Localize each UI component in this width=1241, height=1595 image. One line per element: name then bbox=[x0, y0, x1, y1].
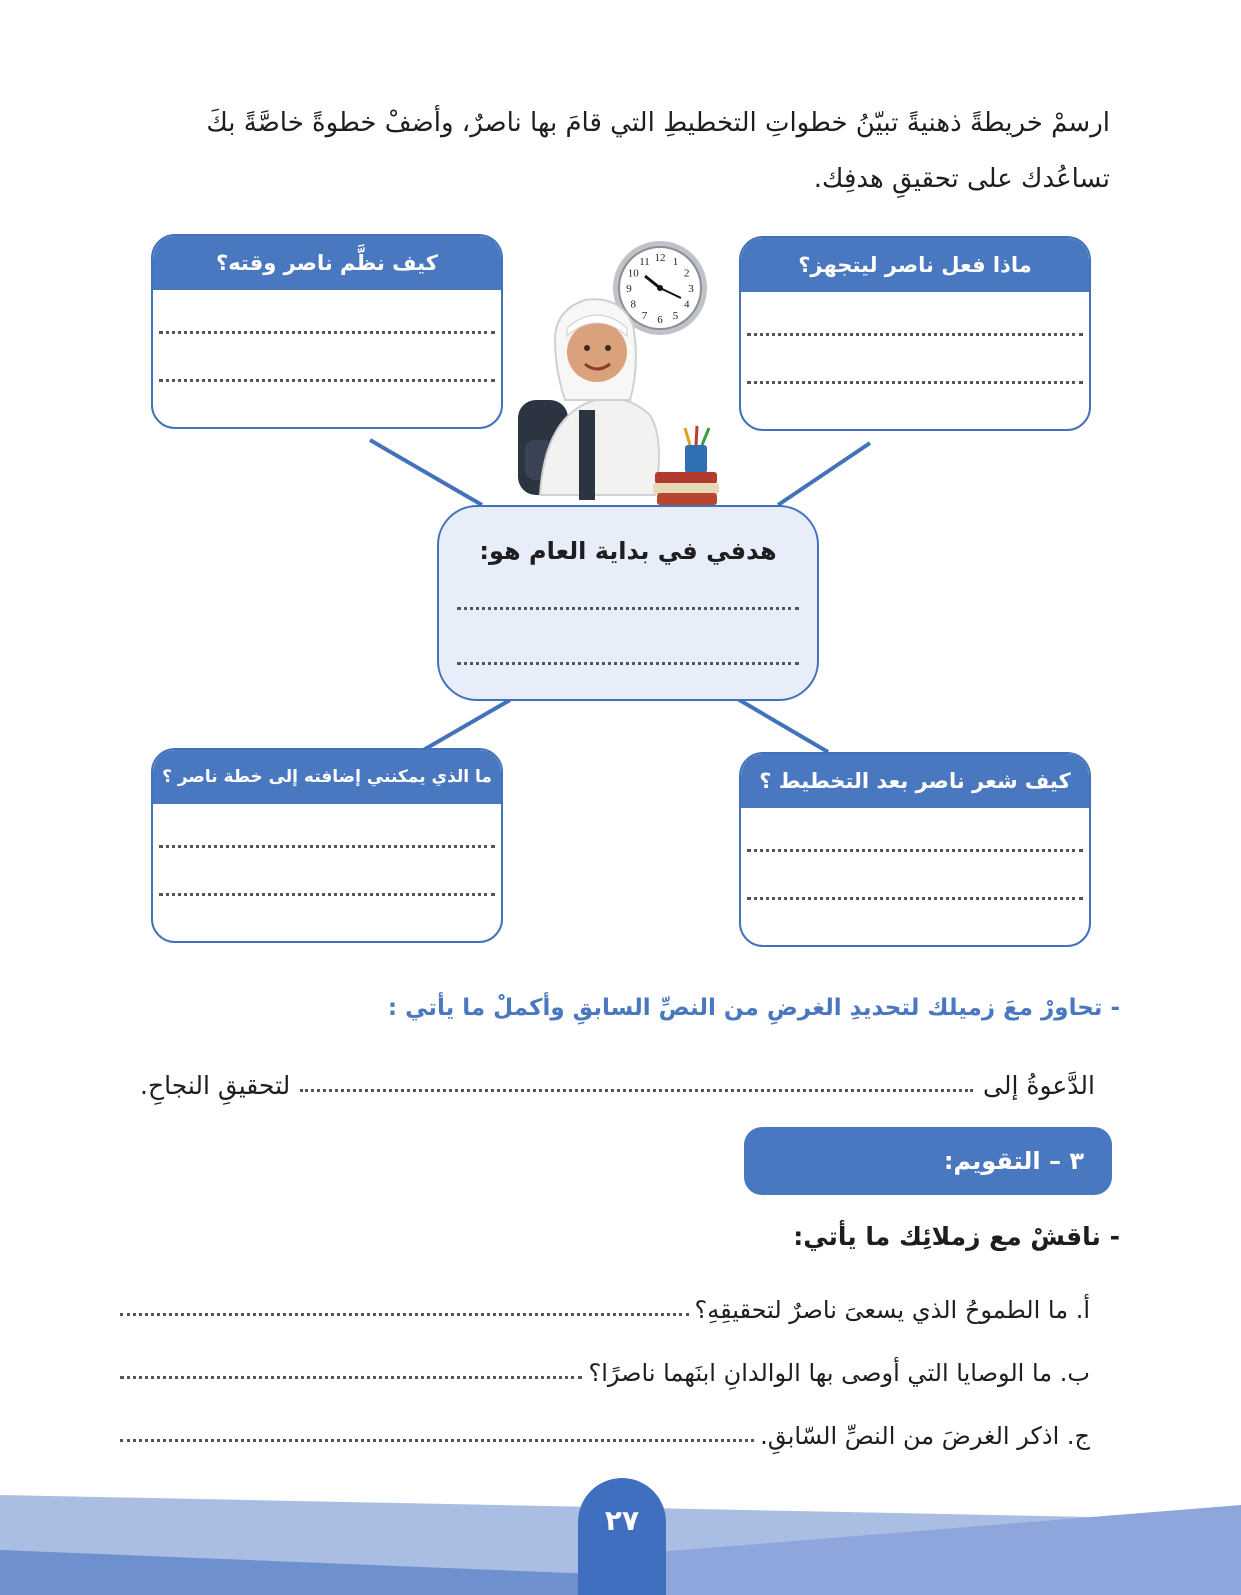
question-row bbox=[120, 1282, 1090, 1324]
discuss-prompt: - ناقشْ مع زملائِك ما يأتي: bbox=[793, 1222, 1120, 1251]
card-header: ماذا فعل ناصر ليتجهز؟ bbox=[741, 238, 1089, 292]
answer-line[interactable] bbox=[747, 333, 1083, 336]
clock-numeral: 2 bbox=[684, 267, 690, 280]
card-header: كيف نظَّم ناصر وقته؟ bbox=[153, 236, 501, 290]
card-header: ما الذي يمكنني إضافته إلى خطة ناصر ؟ bbox=[153, 750, 501, 804]
boy-illustration bbox=[515, 240, 735, 510]
clock-numeral: 4 bbox=[684, 298, 690, 311]
answer-line[interactable] bbox=[457, 662, 799, 665]
page-number: ٢٧ bbox=[578, 1478, 666, 1595]
clock-numeral: 7 bbox=[641, 309, 648, 322]
connector-bottom-left bbox=[420, 700, 510, 752]
question-row bbox=[120, 1345, 1090, 1387]
question-answer-line[interactable] bbox=[120, 1376, 582, 1379]
clock-numeral: 5 bbox=[672, 309, 679, 322]
answer-line[interactable] bbox=[159, 331, 495, 334]
evaluation-section-title: ٣ – التقويم: bbox=[744, 1127, 1112, 1195]
answer-line[interactable] bbox=[159, 379, 495, 382]
answer-line[interactable] bbox=[747, 849, 1083, 852]
answer-line[interactable] bbox=[457, 607, 799, 610]
question-text: أ. ما الطموحُ الذي يسعىَ ناصرٌ لتحقيقِهِ؟ bbox=[694, 1296, 1090, 1324]
clock-numeral: 12 bbox=[654, 252, 666, 264]
books-icon bbox=[653, 426, 719, 505]
goal-box bbox=[437, 505, 819, 701]
clock-numeral: 3 bbox=[688, 283, 694, 295]
question-row bbox=[120, 1408, 1090, 1450]
answer-line[interactable] bbox=[747, 381, 1083, 384]
clock-numeral: 9 bbox=[626, 283, 632, 295]
connector-bottom-right bbox=[736, 698, 828, 752]
card-addition bbox=[151, 748, 503, 943]
answer-line[interactable] bbox=[159, 845, 495, 848]
purpose-answer-line[interactable] bbox=[300, 1089, 973, 1092]
connector-top-right bbox=[778, 443, 870, 505]
card-preparation bbox=[739, 236, 1091, 431]
purpose-fill-line bbox=[140, 1060, 1095, 1100]
intro-instruction: ارسمْ خريطةً ذهنيةً تبيّنُ خطواتِ التخطيطِ التي قامَ بها ناصرٌ، وأضفْ خطوةً خاصَّةً بكَ تساعُدك على تحقيقِ هدفِك. bbox=[206, 108, 1110, 194]
purpose-prefix: الدَّعوةُ إلى bbox=[983, 1071, 1095, 1100]
connector-top-left bbox=[370, 440, 482, 505]
card-header: كيف شعر ناصر بعد التخطيط ؟ bbox=[741, 754, 1089, 808]
purpose-suffix: لتحقيقِ النجاحِ. bbox=[140, 1071, 291, 1100]
goal-title: هدفي في بداية العام هو: bbox=[479, 537, 777, 565]
clock-numeral: 10 bbox=[627, 267, 639, 280]
clock-numeral: 8 bbox=[630, 298, 636, 311]
clock-numeral: 11 bbox=[639, 256, 650, 269]
purpose-instruction: - تحاورْ معَ زميلك لتحديدِ الغرضِ من النصِّ السابقِ وأكملْ ما يأتي : bbox=[387, 995, 1120, 1021]
card-feelings bbox=[739, 752, 1091, 947]
card-time-organization bbox=[151, 234, 503, 429]
question-answer-line[interactable] bbox=[120, 1439, 754, 1442]
clock-numeral: 6 bbox=[657, 314, 663, 326]
question-text: ج. اذكر الغرضَ من النصِّ السّابقِ. bbox=[760, 1422, 1090, 1450]
answer-line[interactable] bbox=[159, 893, 495, 896]
answer-line[interactable] bbox=[747, 897, 1083, 900]
question-answer-line[interactable] bbox=[120, 1313, 689, 1316]
clock-numeral: 1 bbox=[672, 256, 679, 269]
question-text: ب. ما الوصايا التي أوصى بها الوالدانِ ابنَهما ناصرًا؟ bbox=[588, 1359, 1090, 1387]
